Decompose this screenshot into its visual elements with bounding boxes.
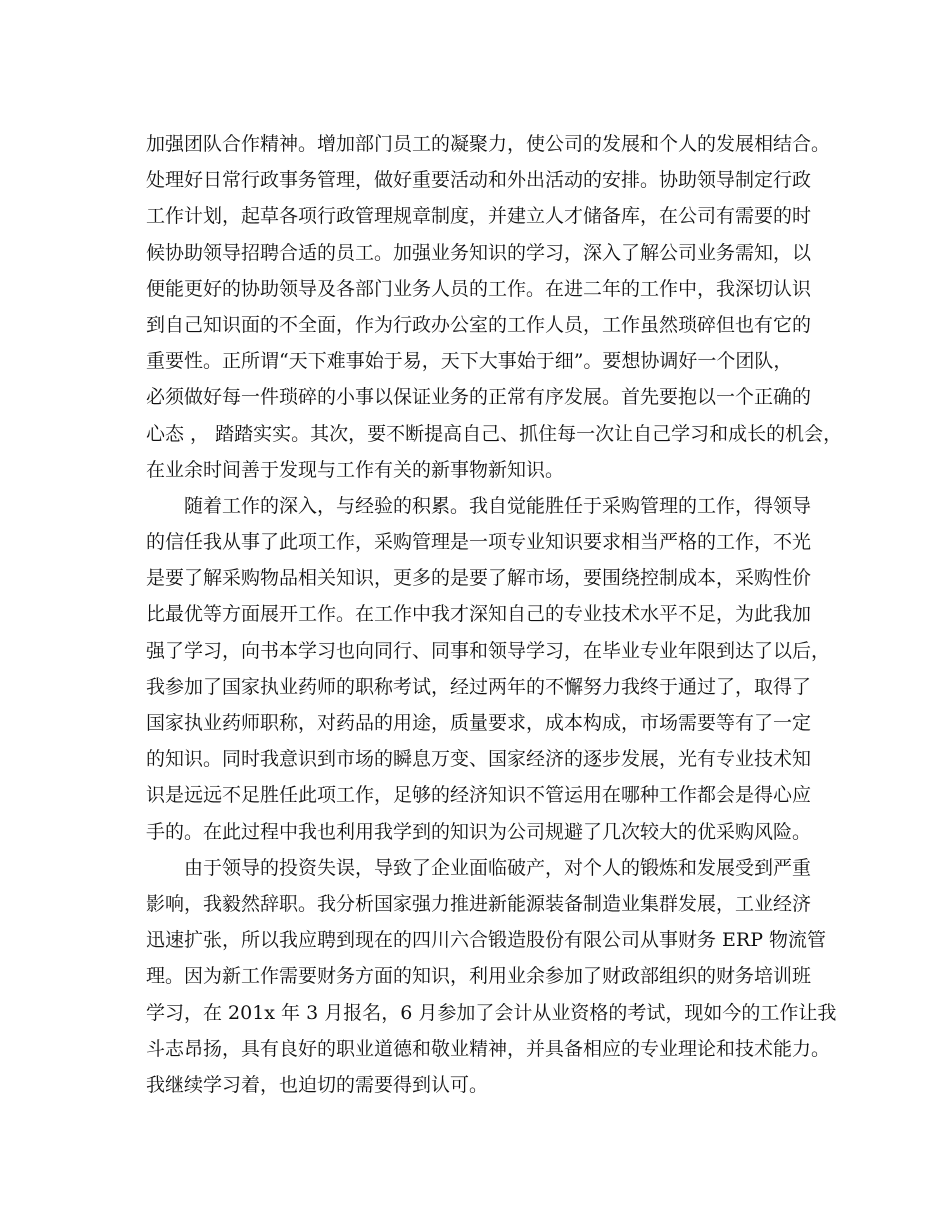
text-line: 我参加了国家执业药师的职称考试，经过两年的不懈努力我终于通过了，取得了 xyxy=(146,675,812,698)
text-line: 在业余时间善于发现与工作有关的新事物新知识。 xyxy=(146,458,565,481)
text-line: 加强团队合作精神。增加部门员工的凝聚力，使公司的发展和个人的发展相结合。 xyxy=(146,133,831,155)
text-line: 的知识。同时我意识到市场的瞬息万变、国家经济的逐步发展，光有专业技术知 xyxy=(146,748,812,771)
body-text xyxy=(146,126,843,1103)
text-line: 学习，在 201x 年 3 月报名，6 月参加了会计从业资格的考试，现如今的工作让我 xyxy=(146,1001,837,1024)
text-line: 处理好日常行政事务管理，做好重要活动和外出活动的安排。协助领导制定行政 xyxy=(146,169,812,192)
text-line: 重要性。正所谓“天下难事始于易，天下大事始于细”。要想协调好一个团队， xyxy=(146,350,793,373)
text-line: 迅速扩张，所以我应聘到现在的四川六合锻造股份有限公司从事财务 ERP 物流管 xyxy=(146,929,827,952)
text-line: 到自己知识面的不全面，作为行政办公室的工作人员，工作虽然琐碎但也有它的 xyxy=(146,313,812,336)
text-line: 的信任我从事了此项工作，采购管理是一项专业知识要求相当严格的工作，不光 xyxy=(146,531,812,554)
text-line: 识是远远不足胜任此项工作，足够的经济知识不管运用在哪种工作都会是得心应 xyxy=(146,784,812,807)
text-line: 随着工作的深入，与经验的积累。我自觉能胜任于采购管理的工作，得领导 xyxy=(184,494,812,517)
text-line: 必须做好每一件琐碎的小事以保证业务的正常有序发展。首先要抱以一个正确的 xyxy=(146,386,812,409)
text-line: 国家执业药师职称，对药品的用途，质量要求，成本构成，市场需要等有了一定 xyxy=(146,712,812,734)
text-line: 影响，我毅然辞职。我分析国家强力推进新能源装备制造业集群发展，工业经济 xyxy=(146,892,812,915)
text-line: 心态 ， 踏踏实实。其次，要不断提高自己、抓住每一次让自己学习和成长的机会， xyxy=(146,422,843,445)
text-line: 手的。在此过程中我也利用我学到的知识为公司规避了几次较大的优采购风险。 xyxy=(146,820,812,843)
text-line: 理。因为新工作需要财务方面的知识，利用业余参加了财政部组织的财务培训班 xyxy=(146,965,812,988)
text-line: 工作计划，起草各项行政管理规章制度，并建立人才储备库，在公司有需要的时 xyxy=(146,205,812,228)
text-line: 便能更好的协助领导及各部门业务人员的工作。在进二年的工作中，我深切认识 xyxy=(146,277,812,300)
text-line: 候协助领导招聘合适的员工。加强业务知识的学习，深入了解公司业务需知，以 xyxy=(146,241,812,264)
text-line: 斗志昂扬，具有良好的职业道德和敬业精神，并具备相应的专业理论和技术能力。 xyxy=(146,1037,831,1060)
text-line: 我继续学习着，也迫切的需要得到认可。 xyxy=(146,1073,489,1096)
text-line: 强了学习，向书本学习也向同行、同事和领导学习，在毕业专业年限到达了以后， xyxy=(146,639,831,662)
text-line: 比最优等方面展开工作。在工作中我才深知自己的专业技术水平不足，为此我加 xyxy=(146,603,812,626)
text-line: 由于领导的投资失误，导致了企业面临破产，对个人的锻炼和发展受到严重 xyxy=(184,856,812,879)
text-line: 是要了解采购物品相关知识，更多的是要了解市场，要围绕控制成本，采购性价 xyxy=(146,567,812,590)
